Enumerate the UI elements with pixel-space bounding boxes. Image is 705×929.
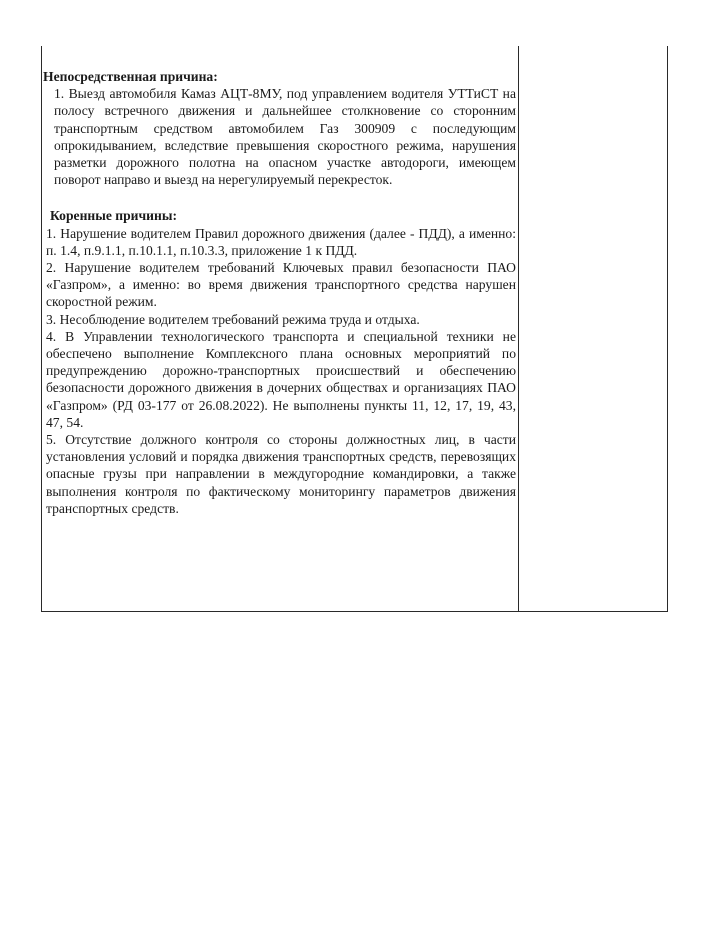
root-cause-item: 5. Отсутствие должного контроля со стороны должностных лиц, в части установления условий и порядка движения транспортных средств, перевозящих опасные грузы при направлении в междугородние командировки, а также выполнения контроля по фактическому мониторингу параметров движения транспортных средств. (46, 432, 516, 516)
root-cause-item: 1. Нарушение водителем Правил дорожного движения (далее - ПДД), а именно: п. 1.4, п.9.1.1, п.10.1.1, п.10.3.3, приложение 1 к ПДД. (46, 225, 516, 258)
root-cause-item: 4. В Управлении технологического транспорта и специальной техники не обеспечено выполнение Комплексного плана основных мероприятий по предупреждению дорожно-транспортных происшествий и обеспечению безопасности дорожного движения в дочерних обществах и организациях ПАО «Газпром» (РД 03-177 от 26.08.2022). Не выполнены пункты 11, 12, 17, 19, 43, 47, 54. (46, 328, 516, 430)
immediate-cause-item: 1. Выезд автомобиля Камаз АЦТ-8МУ, под управлением водителя УТТиСТ на полосу встречного движения и дальнейшее столкновение со сторонним транспортным средством автомобилем Газ 300909 с последующим опрокидыванием, вследствие превышения скоростного режима, нарушения разметки дорожного полотна на опасном участке автодороги, имеющем поворот направо и выезд на нерегулируемый перекресток. (54, 86, 516, 188)
column-divider (518, 46, 519, 611)
causes-cell (43, 68, 516, 517)
causes-table (41, 46, 668, 612)
root-cause-item: 3. Несоблюдение водителем требований режима труда и отдыха. (46, 311, 420, 327)
root-causes-heading: Коренные причины: (50, 208, 177, 224)
immediate-cause-heading: Непосредственная причина: (43, 69, 218, 84)
root-cause-item: 2. Нарушение водителем требований Ключевых правил безопасности ПАО «Газпром», а именно: во время движения транспортного средства нарушен скоростной режим. (46, 260, 516, 310)
